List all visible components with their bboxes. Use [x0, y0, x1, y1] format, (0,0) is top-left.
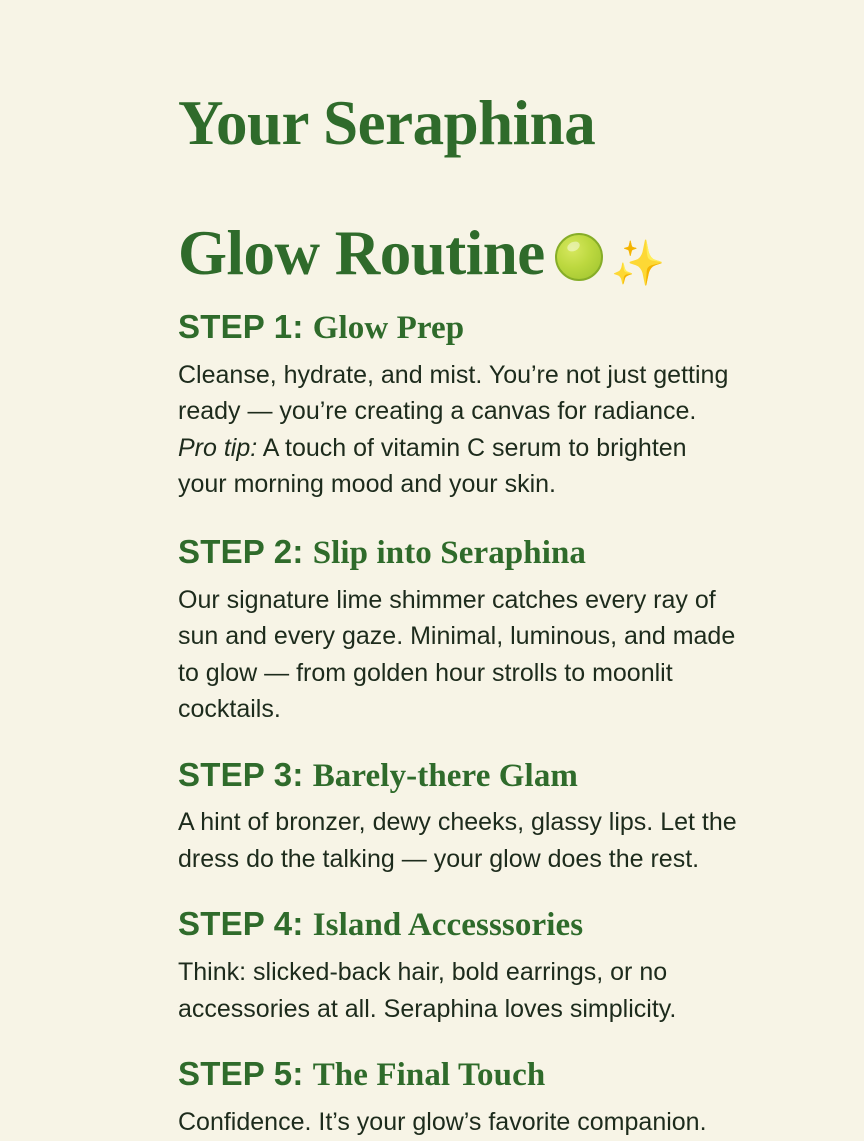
step-4-heading [178, 905, 804, 945]
step-1 [178, 308, 804, 503]
step-5-body: Confidence. It’s your glow’s favorite companion. [178, 1108, 707, 1137]
step-1-label: STEP 1: [178, 307, 304, 345]
page-title [178, 26, 804, 289]
step-1-body [178, 357, 738, 503]
page-title-line2: Glow Routine [178, 217, 545, 288]
step-2 [178, 533, 804, 728]
step-4-title: Island Accesssories [312, 907, 584, 944]
step-2-body: Our signature lime shimmer catches every ray of sun and every gaze. Minimal, luminous, and made to glow — from golden hour strolls to moonlit cocktails. [178, 585, 736, 723]
step-1-heading [178, 308, 804, 348]
step-3-heading [178, 756, 804, 796]
step-3-body: A hint of bronzer, dewy cheeks, glassy lips. Let the dress do the talking — your glow does the rest. [178, 808, 737, 873]
step-5-label: STEP 5: [178, 1055, 304, 1093]
step-1-body-part2: A touch of vitamin C serum to brighten your morning mood and your skin. [178, 433, 687, 499]
step-4-label: STEP 4: [178, 905, 304, 943]
page-title-line1: Your Seraphina [178, 87, 596, 158]
step-4-body: Think: slicked-back hair, bold earrings, or no accessories at all. Seraphina loves simplicity. [178, 958, 677, 1023]
lime-icon [555, 233, 603, 281]
step-2-label: STEP 2: [178, 532, 304, 570]
step-5-title: The Final Touch [312, 1057, 546, 1094]
step-1-title: Glow Prep [312, 309, 465, 346]
step-4 [178, 905, 804, 1027]
step-5 [178, 1055, 804, 1140]
step-3 [178, 756, 804, 878]
step-2-title: Slip into Seraphina [312, 534, 587, 571]
sparkles-icon: ✨ [610, 237, 666, 289]
step-2-heading [178, 533, 804, 573]
step-3-label: STEP 3: [178, 755, 304, 793]
step-1-body-part1: Cleanse, hydrate, and mist. You’re not just getting ready — you’re creating a canvas for radiance. [178, 360, 729, 426]
step-3-title: Barely-there Glam [312, 757, 579, 794]
step-1-pro-tip-label: Pro tip: [178, 433, 258, 462]
step-5-heading [178, 1055, 804, 1095]
